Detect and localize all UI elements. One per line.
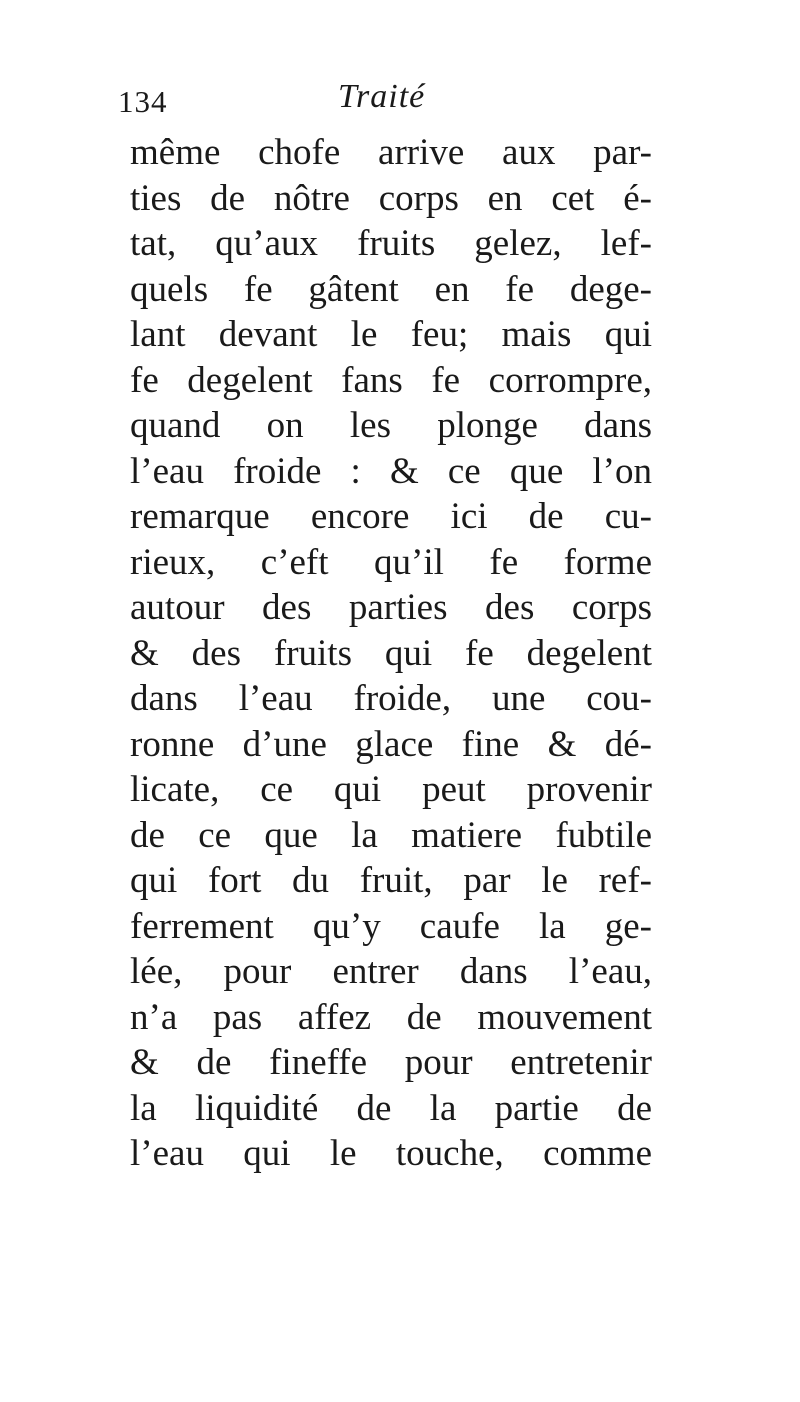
text-line: tat, qu’aux fruits gelez, lef- bbox=[130, 223, 652, 264]
text-line: autour des parties des corps bbox=[130, 587, 652, 628]
running-title: Traité bbox=[338, 78, 426, 115]
text-line: & des fruits qui fe degelent bbox=[130, 632, 652, 674]
text-line: n’a pas affez de mouvement bbox=[130, 996, 652, 1038]
text-line: ties de nôtre corps en cet é- bbox=[130, 177, 652, 219]
text-line: & de fineffe pour entretenir bbox=[130, 1042, 652, 1083]
text-line: dans l’eau froide, une cou- bbox=[130, 678, 652, 719]
text-line: l’eau qui le touche, comme bbox=[130, 1133, 652, 1174]
text-line: ronne d’une glace fine & dé- bbox=[130, 723, 652, 765]
text-line: remarque encore ici de cu- bbox=[130, 496, 652, 537]
text-line: lant devant le feu; mais qui bbox=[130, 314, 652, 355]
body-text bbox=[130, 130, 652, 1177]
text-line: quels fe gâtent en fe dege- bbox=[130, 268, 652, 310]
text-line: fe degelent fans fe corrompre, bbox=[130, 359, 652, 401]
text-line: qui fort du fruit, par le ref- bbox=[130, 860, 652, 901]
page-number: 134 bbox=[118, 84, 168, 119]
running-head bbox=[118, 78, 658, 128]
text-line: lée, pour entrer dans l’eau, bbox=[130, 951, 652, 992]
text-line: la liquidité de la partie de bbox=[130, 1087, 652, 1129]
text-line: de ce que la matiere fubtile bbox=[130, 814, 652, 856]
text-line: même chofe arrive aux par- bbox=[130, 132, 652, 173]
text-line: licate, ce qui peut provenir bbox=[130, 769, 652, 810]
text-line: quand on les plonge dans bbox=[130, 405, 652, 446]
text-line: ferrement qu’y caufe la ge- bbox=[130, 905, 652, 947]
text-line: l’eau froide : & ce que l’on bbox=[130, 450, 652, 492]
text-line: rieux, c’eft qu’il fe forme bbox=[130, 541, 652, 583]
